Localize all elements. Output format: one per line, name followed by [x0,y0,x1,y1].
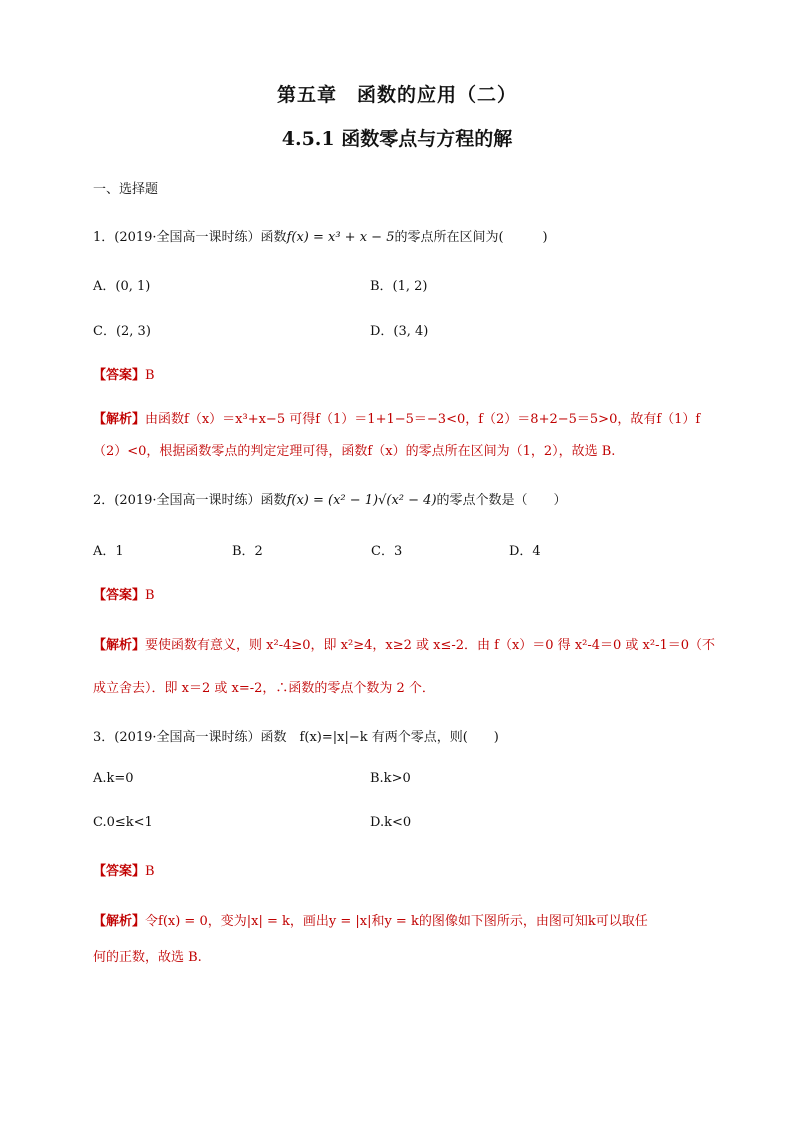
question-2-option-b: B．2 [232,544,263,559]
question-1-suffix: 的零点所在区间为( ) [394,230,548,245]
answer-value: B [145,864,155,879]
question-3-analysis-line-1 [93,910,648,929]
question-2-prefix: 2．(2019·全国高一课时练）函数 [93,493,287,508]
analysis-text: 要使函数有意义，则 x²-4≥0，即 x²≥4，x≥2 或 x≤-2．由 f（x）＝0 得 x²-4＝0 或 x²-1＝0（不 [145,638,716,653]
question-3-option-b: B.k>0 [370,771,411,786]
analysis-text: 由函数f（x）＝x³+x−5 可得f（1）＝1+1−5＝−3<0，f（2）＝8+2−5＝5>0，故有f（1）f [145,412,701,427]
answer-label: 【答案】 [93,368,146,383]
answer-value: B [145,588,155,603]
question-1-option-b: B．(1, 2) [370,279,428,294]
question-2-stem [93,489,567,508]
question-type-heading: 一、选择题 [93,182,159,197]
question-2-option-c: C．3 [371,544,403,559]
question-3-analysis-line-2: 何的正数，故选 B. [93,950,202,965]
chapter-title: 第五章 函数的应用（二） [276,84,517,106]
question-1-option-c: C．(2, 3) [93,324,151,339]
answer-value: B [145,368,155,383]
question-1-stem [93,226,548,245]
question-2-analysis-line-2: 成立舍去）．即 x＝2 或 x=-2，∴函数的零点个数为 2 个． [93,681,435,696]
question-2-option-d: D．4 [509,544,541,559]
question-1-answer [93,364,155,383]
analysis-label: 【解析】 [93,914,146,929]
question-2-analysis-line-1 [93,634,715,653]
question-3-option-c: C.0≤k<1 [93,815,153,830]
question-1-analysis-line-2: （2）<0，根据函数零点的判定定理可得，函数f（x）的零点所在区间为（1，2），故选 B. [93,444,616,459]
question-3-answer [93,860,155,879]
question-1-prefix: 1．(2019·全国高一课时练）函数 [93,230,287,245]
question-1-option-d: D．(3, 4) [370,324,429,339]
question-1-option-a: A．(0, 1) [93,279,151,294]
question-3-stem: 3．(2019·全国高一课时练）函数 f(x)=|x|−k 有两个零点，则( ) [93,730,499,745]
answer-label: 【答案】 [93,864,146,879]
analysis-label: 【解析】 [93,638,146,653]
answer-label: 【答案】 [93,588,146,603]
question-2-answer [93,584,155,603]
analysis-text: 令f(x) = 0，变为|x| = k，画出y = |x|和y = k的图像如下图所示，由图可知k可以取任 [145,914,648,929]
question-1-analysis-line-1 [93,408,700,427]
question-3-option-a: A.k=0 [93,771,134,786]
question-2-formula: f(x) = (x² − 1)√(x² − 4) [286,493,437,508]
section-title: 4.5.1 函数零点与方程的解 [281,128,513,150]
question-1-formula: f(x) = x³ + x − 5 [286,230,395,245]
analysis-label: 【解析】 [93,412,146,427]
question-2-suffix: 的零点个数是（ ） [436,493,567,508]
question-3-option-d: D.k<0 [370,815,412,830]
question-2-option-a: A．1 [93,544,124,559]
